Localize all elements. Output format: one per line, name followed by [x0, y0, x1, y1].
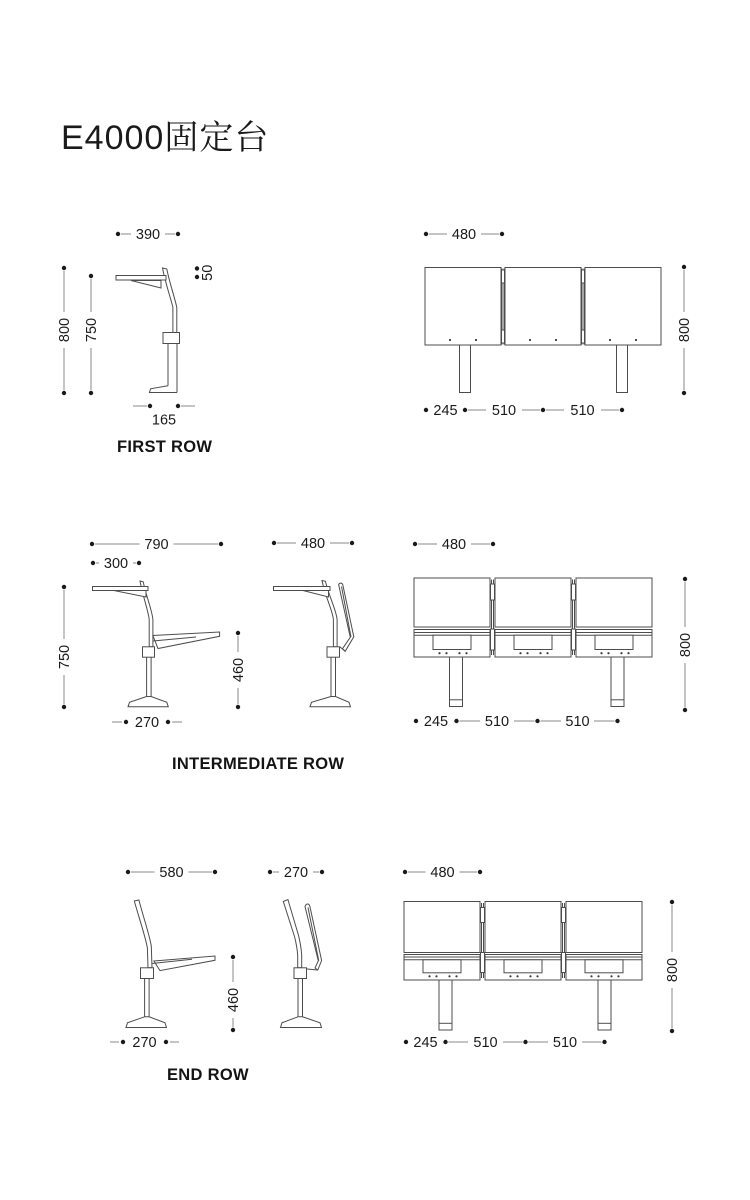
- dim-int-front-mid2: 510: [565, 714, 590, 730]
- end-front-seat-2: [485, 902, 561, 981]
- dim-int-seat-height: 460: [231, 657, 247, 683]
- dim-int-depth-total: 790: [144, 537, 169, 553]
- int-front-drawing: [414, 578, 652, 707]
- end-row-side-folded-view: [262, 855, 357, 1035]
- dim-end-front-height: 800: [665, 957, 681, 983]
- dim-first-side-top-offset: 50: [200, 264, 216, 281]
- end-side-drawing: [126, 900, 215, 1028]
- end-front-seat-3: [566, 902, 642, 981]
- int-front-seat-2: [495, 578, 571, 657]
- int-front-seat-3: [576, 578, 652, 657]
- dim-end-front-mid1: 510: [473, 1035, 498, 1051]
- first-row-side-view: [40, 220, 220, 435]
- end-row-label: END ROW: [167, 1066, 249, 1084]
- end-folded-drawing: [281, 900, 322, 1028]
- first-front-drawing: [425, 268, 661, 393]
- dim-end-front-width: 480: [430, 865, 455, 881]
- dim-first-front-mid1: 510: [491, 403, 517, 419]
- first-row-label: FIRST ROW: [117, 438, 213, 456]
- intermediate-row-side-open-view: [50, 530, 250, 735]
- dim-end-seat-height: 460: [226, 987, 242, 1013]
- first-side-dimensions: [57, 227, 216, 429]
- dim-end-depth-total: 580: [159, 865, 184, 881]
- end-row-front-view: [390, 855, 685, 1050]
- dim-int-front-width: 480: [441, 537, 467, 553]
- intermediate-row-front-view: [400, 530, 700, 735]
- end-front-drawing: [404, 902, 642, 1031]
- intermediate-row-side-folded-view: [260, 530, 365, 715]
- end-front-seat-1: [404, 902, 480, 981]
- end-row-side-open-view: [95, 855, 245, 1055]
- dim-first-front-end: 245: [433, 403, 458, 419]
- dim-int-desk-depth: 300: [103, 556, 129, 572]
- end-folded-dimensions: [268, 865, 324, 881]
- dim-int-front-mid1: 510: [484, 714, 510, 730]
- dim-int-foot: 270: [134, 715, 160, 731]
- dim-int-front-end: 245: [423, 714, 449, 730]
- int-folded-dimensions: [272, 536, 354, 552]
- dim-first-side-foot: 165: [151, 412, 177, 429]
- dim-end-folded-depth: 270: [283, 865, 309, 881]
- dim-first-side-width: 390: [135, 227, 161, 243]
- page-title: E4000固定台: [61, 119, 270, 157]
- dim-end-front-mid2: 510: [552, 1035, 578, 1051]
- dim-first-front-height: 800: [677, 317, 693, 343]
- dim-first-front-width: 480: [451, 227, 477, 243]
- dim-first-side-height-total: 800: [57, 317, 73, 343]
- first-side-drawing: [116, 268, 180, 393]
- dim-first-side-height-desk: 750: [84, 317, 100, 343]
- int-side-drawing: [93, 581, 220, 707]
- int-front-seat-1: [414, 578, 490, 657]
- dim-first-front-mid2: 510: [570, 403, 595, 419]
- int-folded-drawing: [274, 581, 354, 707]
- intermediate-row-label: INTERMEDIATE ROW: [172, 755, 345, 773]
- dim-int-folded-depth: 480: [300, 536, 326, 552]
- first-row-front-view: [410, 220, 700, 425]
- dim-end-front-end: 245: [413, 1035, 438, 1051]
- dim-end-foot: 270: [132, 1035, 157, 1051]
- dim-int-height-desk: 750: [57, 644, 73, 670]
- dim-int-front-height: 800: [678, 632, 694, 658]
